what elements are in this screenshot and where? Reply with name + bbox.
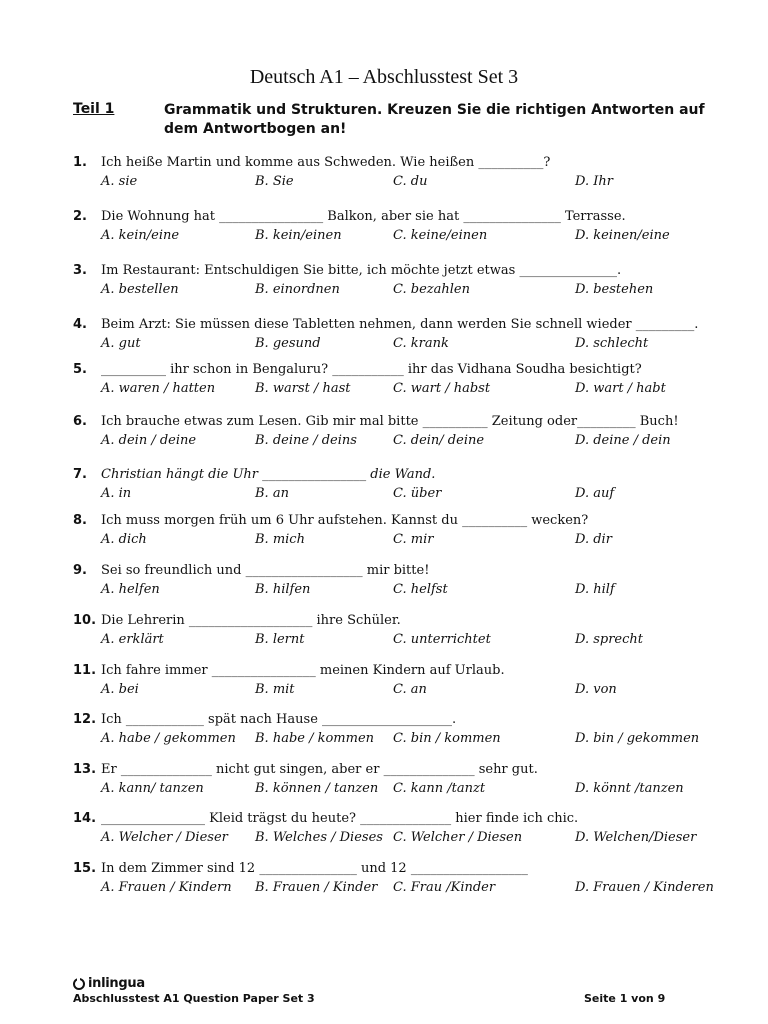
- question-text: ________________ Kleid trägst du heute? ______________ hier finde ich chic.: [101, 811, 579, 826]
- option-d: D. könnt /tanzen: [575, 781, 684, 796]
- question-text: Ich ____________ spät nach Hause ____________________.: [101, 712, 457, 727]
- section-instructions: Grammatik und Strukturen. Kreuzen Sie die richtigen Antworten auf dem Antwortbogen an!: [164, 102, 705, 137]
- option-b: B. Frauen / Kinder: [255, 880, 378, 895]
- option-c: C. unterrichtet: [393, 632, 491, 647]
- option-d: D. bin / gekommen: [575, 731, 700, 746]
- question-number: 8.: [73, 513, 87, 528]
- option-c: C. krank: [393, 336, 449, 351]
- page-title: Deutsch A1 – Abschlusstest Set 3: [249, 66, 519, 88]
- question-number: 9.: [73, 563, 87, 578]
- option-c: C. wart / habst: [393, 381, 491, 396]
- option-a: A. gut: [101, 336, 141, 351]
- option-b: B. können / tanzen: [255, 781, 379, 796]
- option-a: A. dein / deine: [101, 433, 197, 448]
- question-text: Er ______________ nicht gut singen, aber er ______________ sehr gut.: [101, 762, 538, 777]
- question-number: 10.: [73, 613, 97, 628]
- question-number: 15.: [73, 861, 97, 876]
- logo-icon: [73, 978, 85, 990]
- option-b: B. hilfen: [255, 582, 311, 597]
- option-d: D. hilf: [575, 582, 615, 597]
- option-a: A. helfen: [101, 582, 160, 597]
- section-label: Teil 1: [73, 101, 115, 117]
- question-text: Ich brauche etwas zum Lesen. Gib mir mal bitte __________ Zeitung oder_________ Buch!: [101, 414, 679, 429]
- question-number: 3.: [73, 263, 87, 278]
- question-number: 4.: [73, 317, 87, 332]
- option-a: A. in: [101, 486, 132, 501]
- option-b: B. habe / kommen: [255, 731, 375, 746]
- option-d: D. Frauen / Kinderen: [575, 880, 714, 895]
- option-d: D. Welchen/Dieser: [575, 830, 697, 845]
- option-a: A. Welcher / Dieser: [101, 830, 228, 845]
- option-b: B. warst / hast: [255, 381, 351, 396]
- option-b: B. mich: [255, 532, 305, 547]
- option-d: D. Ihr: [575, 174, 613, 189]
- option-c: C. an: [393, 682, 427, 697]
- option-a: A. Frauen / Kindern: [101, 880, 232, 895]
- option-c: C. dein/ deine: [393, 433, 485, 448]
- question-text: Ich heiße Martin und komme aus Schweden. Wie heißen __________?: [101, 155, 551, 170]
- option-d: D. schlecht: [575, 336, 649, 351]
- option-b: B. Sie: [255, 174, 294, 189]
- question-number: 7.: [73, 467, 87, 482]
- option-a: A. dich: [101, 532, 147, 547]
- question-text: Ich fahre immer ________________ meinen Kindern auf Urlaub.: [101, 663, 505, 678]
- option-b: B. einordnen: [255, 282, 340, 297]
- option-d: D. von: [575, 682, 617, 697]
- option-c: C. bezahlen: [393, 282, 470, 297]
- option-a: A. sie: [101, 174, 138, 189]
- question-number: 13.: [73, 762, 97, 777]
- option-b: B. gesund: [255, 336, 321, 351]
- option-a: A. kein/eine: [101, 228, 180, 243]
- question-number: 11.: [73, 663, 97, 678]
- option-b: B. Welches / Dieses: [255, 830, 383, 845]
- option-c: C. Welcher / Diesen: [393, 830, 523, 845]
- question-text: Sei so freundlich und __________________ mir bitte!: [101, 563, 430, 578]
- question-number: 1.: [73, 155, 87, 170]
- question-number: 14.: [73, 811, 97, 826]
- option-d: D. keinen/eine: [575, 228, 670, 243]
- option-c: C. mir: [393, 532, 434, 547]
- option-c: C. keine/einen: [393, 228, 488, 243]
- logo-text: inlingua: [88, 976, 145, 991]
- option-c: C. Frau /Kinder: [393, 880, 496, 895]
- question-text: Ich muss morgen früh um 6 Uhr aufstehen. Kannst du __________ wecken?: [101, 513, 589, 528]
- question-number: 5.: [73, 362, 87, 377]
- option-b: B. lernt: [255, 632, 305, 647]
- option-c: C. bin / kommen: [393, 731, 501, 746]
- question-number: 2.: [73, 209, 87, 224]
- question-text: Beim Arzt: Sie müssen diese Tabletten nehmen, dann werden Sie schnell wieder _________.: [101, 317, 699, 332]
- option-d: D. wart / habt: [575, 381, 666, 396]
- inlingua-logo: [73, 976, 145, 991]
- option-c: C. über: [393, 486, 442, 501]
- option-a: A. habe / gekommen: [101, 731, 236, 746]
- question-number: 12.: [73, 712, 97, 727]
- question-text: Die Wohnung hat ________________ Balkon, aber sie hat _______________ Terrasse.: [101, 209, 626, 224]
- question-text: Christian hängt die Uhr ________________ die Wand.: [101, 467, 436, 482]
- question-number: 6.: [73, 414, 87, 429]
- option-d: D. sprecht: [575, 632, 644, 647]
- option-a: A. kann/ tanzen: [101, 781, 204, 796]
- question-text: __________ ihr schon in Bengaluru? ___________ ihr das Vidhana Soudha besichtigt?: [101, 362, 642, 377]
- option-c: C. kann /tanzt: [393, 781, 486, 796]
- option-c: C. du: [393, 174, 428, 189]
- option-a: A. erklärt: [101, 632, 164, 647]
- footer-document-name: Abschlusstest A1 Question Paper Set 3: [73, 992, 315, 1005]
- option-c: C. helfst: [393, 582, 448, 597]
- footer-page-number: Seite 1 von 9: [584, 992, 666, 1005]
- option-b: B. mit: [255, 682, 295, 697]
- option-a: A. waren / hatten: [101, 381, 216, 396]
- option-b: B. kein/einen: [255, 228, 342, 243]
- option-d: D. deine / dein: [575, 433, 671, 448]
- option-a: A. bei: [101, 682, 139, 697]
- option-d: D. bestehen: [575, 282, 654, 297]
- question-text: In dem Zimmer sind 12 _______________ und 12 __________________: [101, 861, 528, 876]
- option-d: D. auf: [575, 486, 615, 501]
- question-text: Die Lehrerin ___________________ ihre Schüler.: [101, 613, 401, 628]
- option-d: D. dir: [575, 532, 612, 547]
- question-text: Im Restaurant: Entschuldigen Sie bitte, ich möchte jetzt etwas _______________.: [101, 263, 622, 278]
- option-a: A. bestellen: [101, 282, 179, 297]
- option-b: B. an: [255, 486, 289, 501]
- option-b: B. deine / deins: [255, 433, 357, 448]
